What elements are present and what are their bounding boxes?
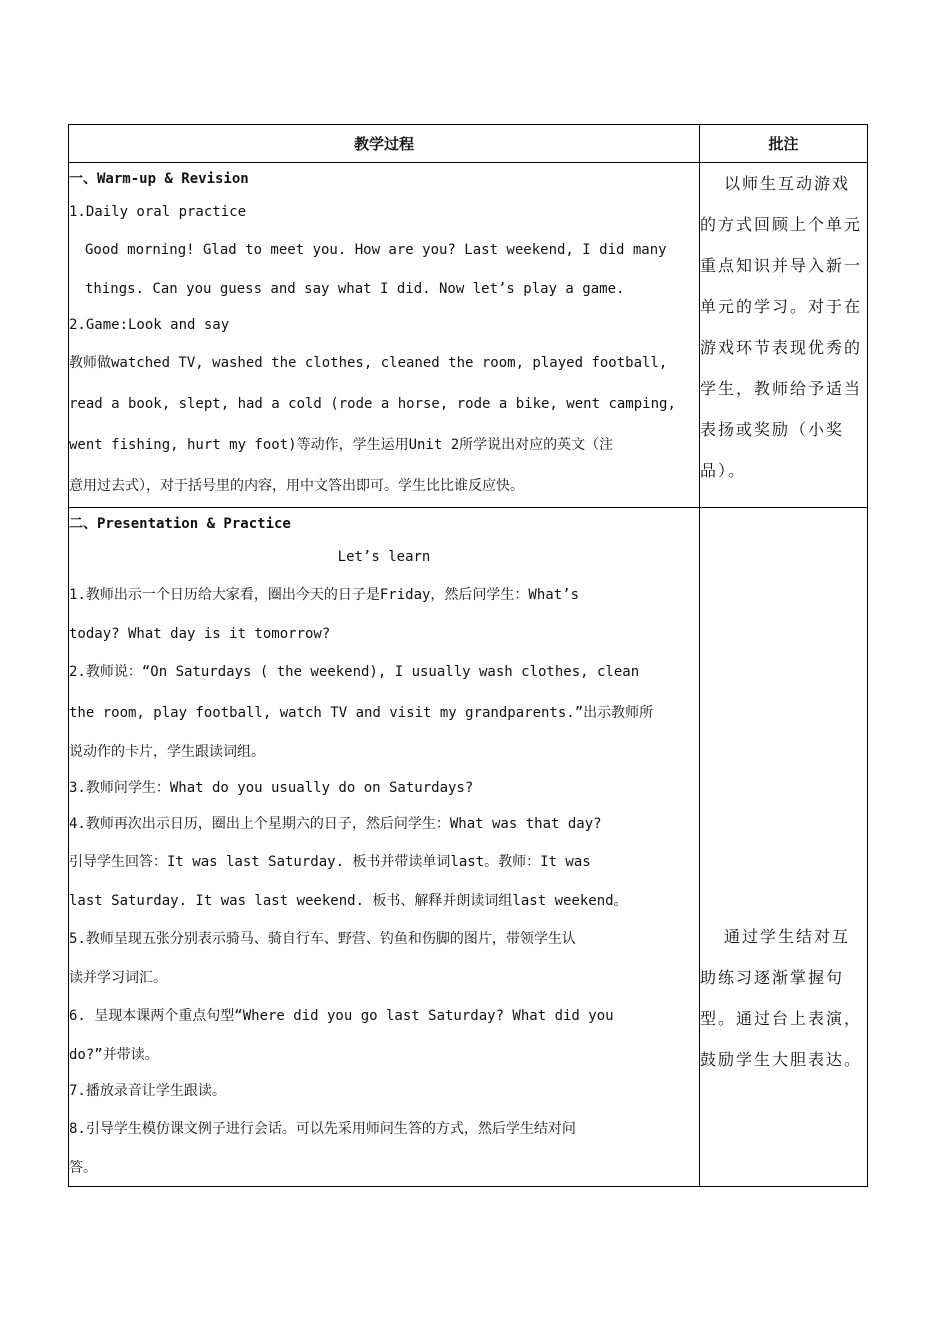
subsection-title: Let’s learn	[337, 549, 431, 565]
item-title: 1.Daily oral practice	[69, 204, 247, 220]
section-presentation	[69, 508, 700, 1187]
text-line: 8.引导学生模仿课文例子进行会话。可以先采用师问生答的方式，然后学生结对问	[69, 1121, 576, 1137]
header-annotation: 批注	[700, 125, 868, 163]
table-header-row	[69, 125, 868, 163]
text-line: the room, play football, watch TV and visit my grandparents.”出示教师所	[69, 705, 654, 721]
text-line: 说动作的卡片，学生跟读词组。	[69, 744, 265, 760]
text-line: 3.教师问学生：What do you usually do on Saturdays?	[69, 780, 474, 796]
table-row	[69, 508, 868, 1187]
text-line: last Saturday. It was last weekend. 板书、解释并朗读词组last weekend。	[69, 893, 628, 909]
text-line: 7.播放录音让学生跟读。	[69, 1083, 226, 1099]
section-warmup	[69, 163, 700, 508]
text-line: 4.教师再次出示日历，圈出上个星期六的日子，然后问学生：What was that day?	[69, 816, 602, 832]
annotation-text: 通过学生结对互助练习逐渐掌握句型。通过台上表演，鼓励学生大胆表达。	[700, 927, 863, 1069]
text-line: 答。	[69, 1160, 97, 1176]
text-line: 2.教师说：“On Saturdays ( the weekend), I usually wash clothes, clean	[69, 664, 640, 680]
table-row	[69, 163, 868, 508]
text-line: 读并学习词汇。	[69, 970, 167, 986]
text-line: things. Can you guess and say what I did. Now let’s play a game.	[85, 281, 625, 297]
text-line: do?”并带读。	[69, 1047, 159, 1063]
section-title: 一、Warm-up & Revision	[69, 171, 249, 187]
item-title: 2.Game:Look and say	[69, 317, 230, 333]
section-title: 二、Presentation & Practice	[69, 516, 291, 532]
text-line: 意用过去式），对于括号里的内容，用中文答出即可。学生比比谁反应快。	[69, 478, 524, 494]
annotation-presentation	[700, 508, 868, 1187]
lesson-table	[68, 124, 868, 1187]
text-line: 教师做watched TV, washed the clothes, cleaned the room, played football,	[69, 355, 668, 371]
text-line: 5.教师呈现五张分别表示骑马、骑自行车、野营、钓鱼和伤脚的图片，带领学生认	[69, 931, 576, 947]
text-line: went fishing, hurt my foot)等动作，学生运用Unit 2所学说出对应的英文（注	[69, 437, 614, 453]
text-line: today? What day is it tomorrow?	[69, 626, 331, 642]
annotation-warmup	[700, 163, 868, 508]
header-teaching-process: 教学过程	[69, 125, 700, 163]
text-line: 6. 呈现本课两个重点句型“Where did you go last Saturday? What did you	[69, 1008, 614, 1024]
text-line: read a book, slept, had a cold (rode a horse, rode a bike, went camping,	[69, 396, 676, 412]
text-line: 引导学生回答：It was last Saturday. 板书并带读单词last。教师：It was	[69, 854, 591, 870]
text-line: Good morning! Glad to meet you. How are you? Last weekend, I did many	[85, 242, 667, 258]
annotation-text: 以师生互动游戏的方式回顾上个单元重点知识并导入新一单元的学习。对于在游戏环节表现优秀的学生，教师给予适当表扬或奖励（小奖品）。	[700, 174, 863, 480]
text-line: 1.教师出示一个日历给大家看，圈出今天的日子是Friday，然后问学生：What’s	[69, 587, 580, 603]
